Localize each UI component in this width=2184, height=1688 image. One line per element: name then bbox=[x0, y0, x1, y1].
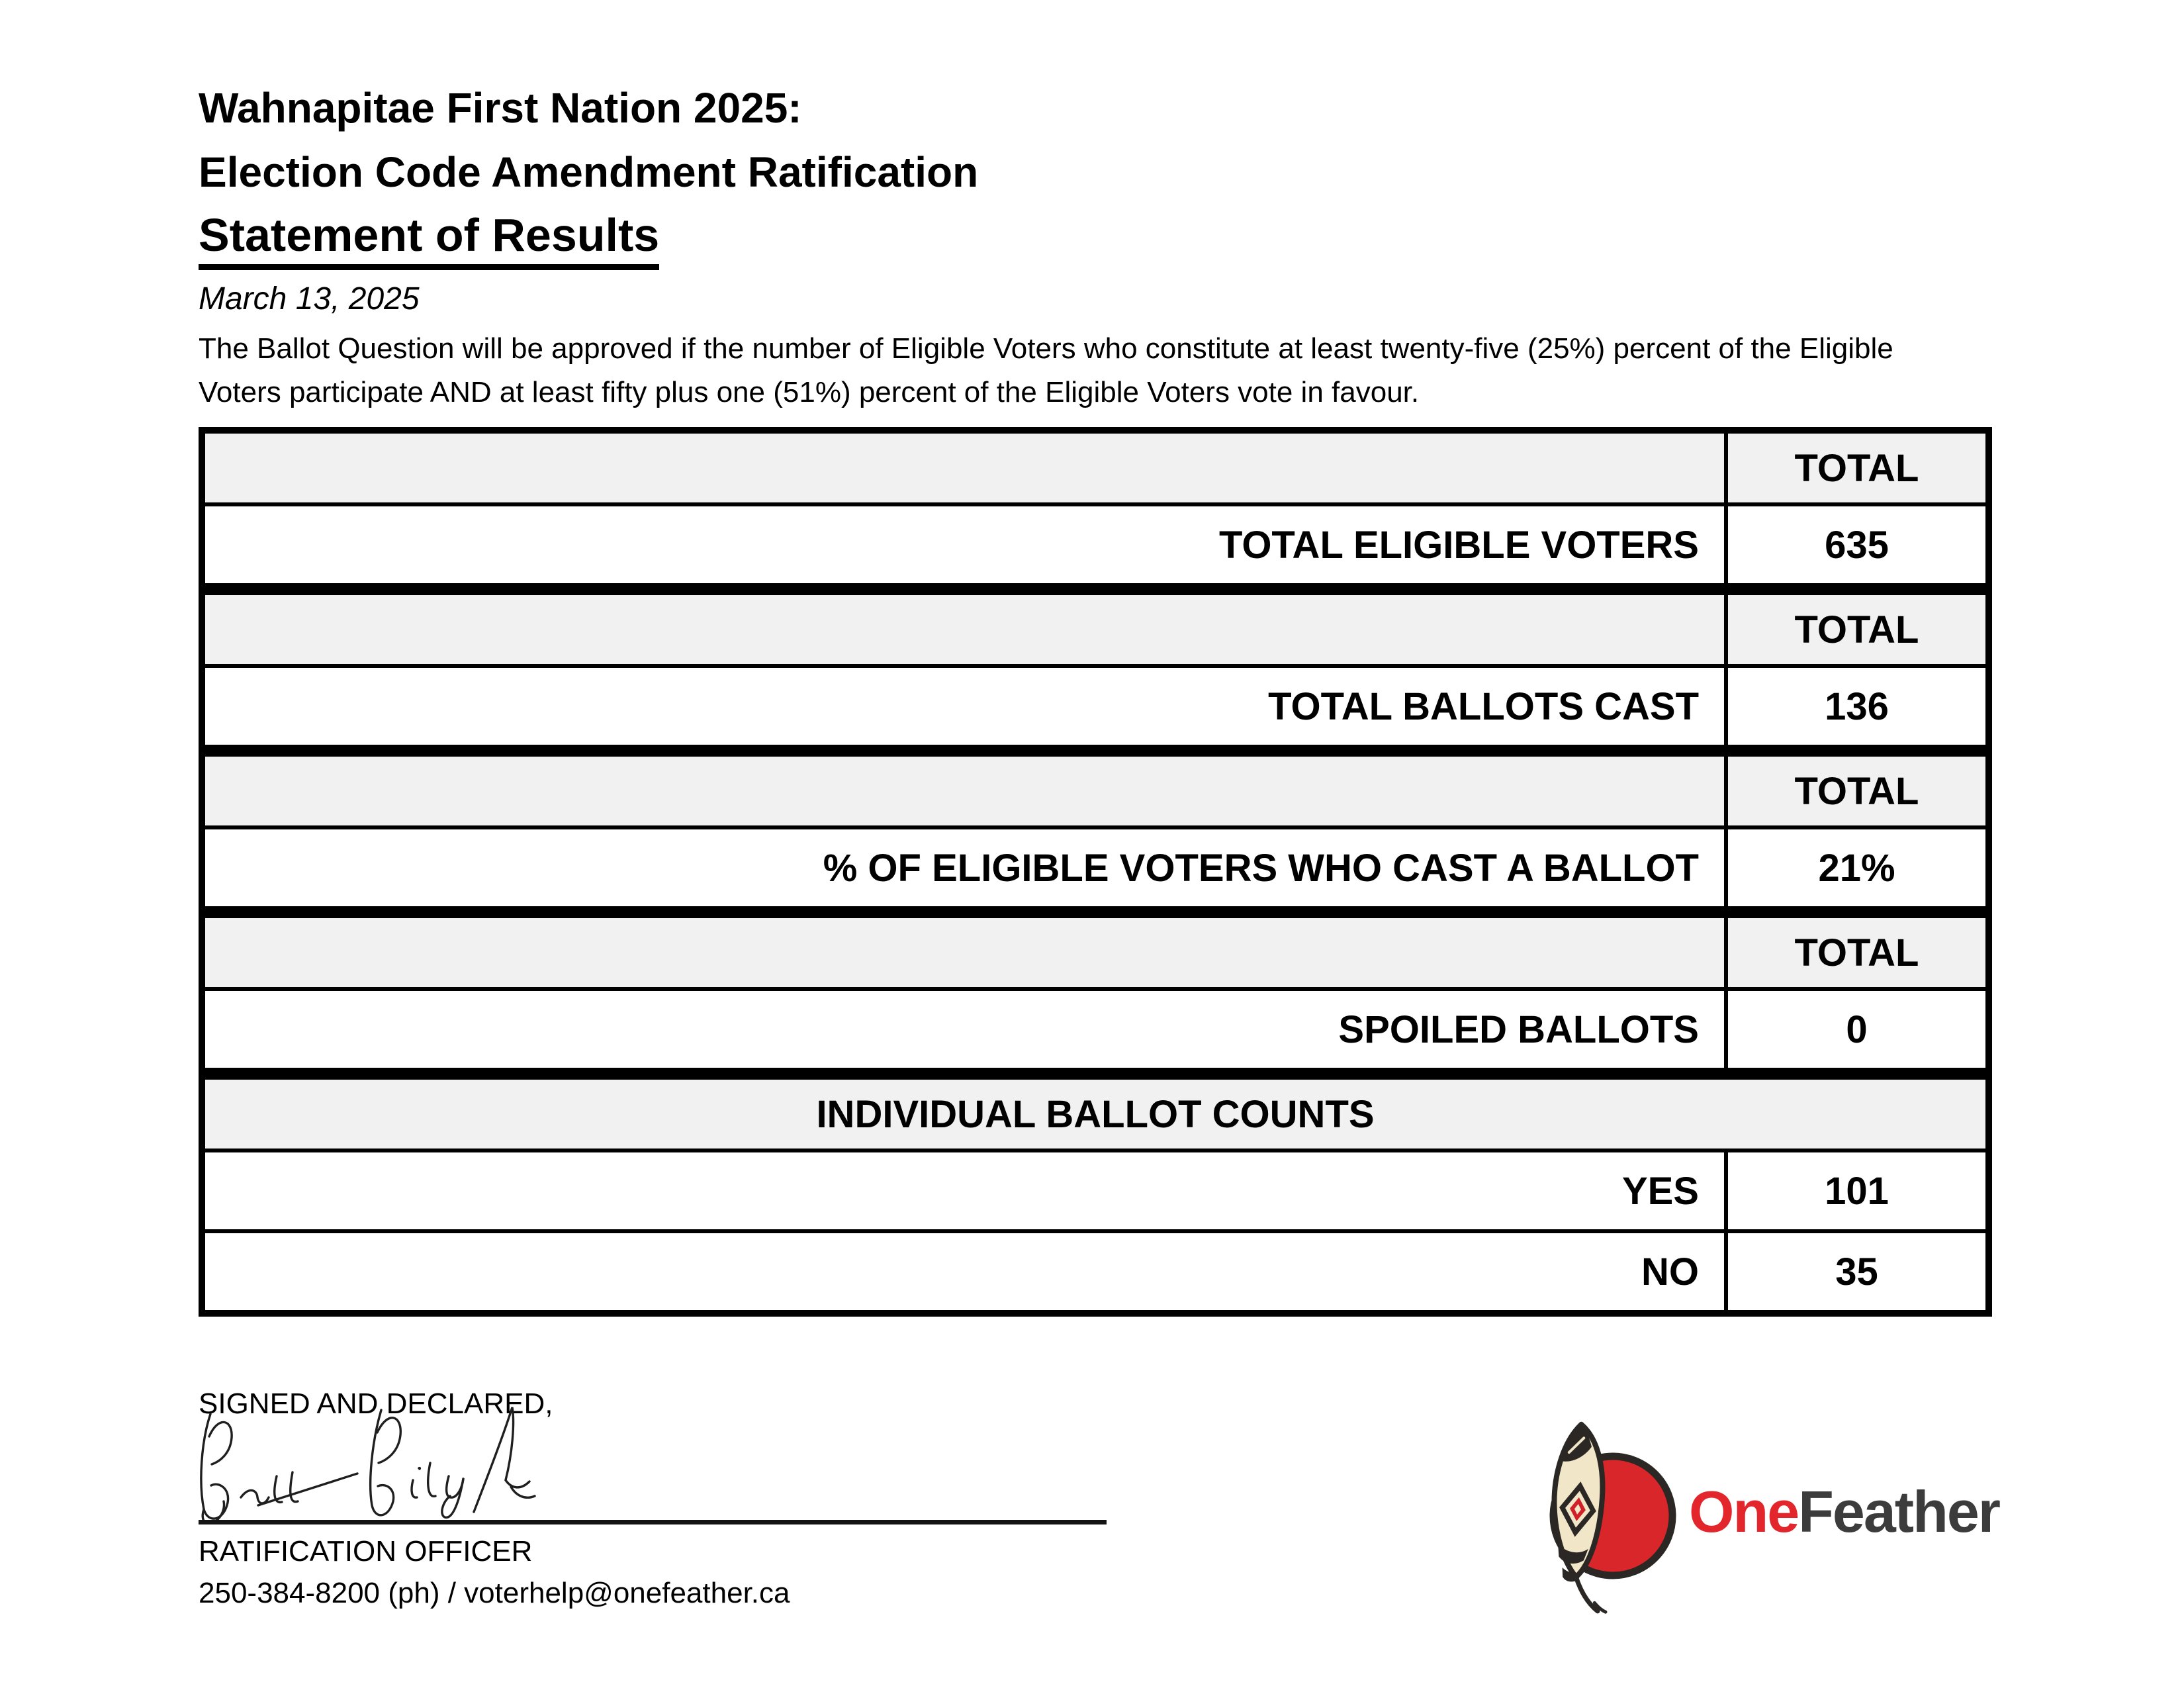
row-label: TOTAL BALLOTS CAST bbox=[1268, 684, 1699, 728]
table-header-row-eligible-voters bbox=[205, 434, 1985, 502]
table-header-row-spoiled-ballots bbox=[205, 906, 1985, 987]
table-header-row-ballots-cast bbox=[205, 583, 1985, 664]
row-value: 21% bbox=[1724, 829, 1985, 906]
row-value: 635 bbox=[1724, 506, 1985, 583]
paragraph-line-1: The Ballot Question will be approved if the number of Eligible Voters who constitute at least twenty-five (25%) percent of the Eligible bbox=[199, 332, 1893, 365]
table-header-row-percent-voted bbox=[205, 745, 1985, 825]
paragraph-line-2: Voters participate AND at least fifty plus one (51%) percent of the Eligible Voters vote in favour. bbox=[199, 376, 1420, 408]
table-row-eligible-voters bbox=[205, 502, 1985, 583]
total-header-cell: TOTAL bbox=[1724, 434, 1985, 502]
empty-cell bbox=[205, 595, 1724, 664]
empty-cell bbox=[205, 434, 1724, 502]
empty-cell bbox=[205, 757, 1724, 825]
onefeather-wordmark bbox=[1689, 1479, 2000, 1544]
ratification-officer-label: RATIFICATION OFFICER bbox=[199, 1535, 533, 1568]
row-label: % OF ELIGIBLE VOTERS WHO CAST A BALLOT bbox=[823, 846, 1699, 890]
document-date: March 13, 2025 bbox=[199, 281, 420, 316]
table-row-ballots-cast bbox=[205, 664, 1985, 745]
contact-info: 250-384-8200 (ph) / voterhelp@onefeather.ca bbox=[199, 1577, 790, 1609]
individual-ballot-counts-title: INDIVIDUAL BALLOT COUNTS bbox=[816, 1092, 1375, 1136]
row-value: 0 bbox=[1724, 991, 1985, 1068]
row-label: YES bbox=[1621, 1169, 1699, 1213]
statement-of-results-heading: Statement of Results bbox=[199, 212, 659, 270]
table-row-no bbox=[205, 1229, 1985, 1310]
handwritten-signature bbox=[193, 1398, 577, 1524]
onefeather-wordmark-one: One bbox=[1689, 1479, 1799, 1544]
empty-cell bbox=[205, 918, 1724, 987]
onefeather-wordmark-feather: Feather bbox=[1798, 1479, 2000, 1544]
total-header-cell: TOTAL bbox=[1724, 757, 1985, 825]
table-row-spoiled-ballots bbox=[205, 987, 1985, 1068]
row-label: SPOILED BALLOTS bbox=[1338, 1008, 1699, 1051]
table-row-percent-voted bbox=[205, 825, 1985, 906]
document-title-line2: Election Code Amendment Ratification bbox=[199, 148, 979, 196]
row-value: 136 bbox=[1724, 668, 1985, 745]
signature-line bbox=[199, 1520, 1107, 1524]
row-value: 101 bbox=[1724, 1152, 1985, 1229]
table-row-yes bbox=[205, 1149, 1985, 1229]
total-header-cell: TOTAL bbox=[1724, 595, 1985, 664]
document-title-line1: Wahnapitae First Nation 2025: bbox=[199, 84, 802, 132]
total-header-cell: TOTAL bbox=[1724, 918, 1985, 987]
signed-and-declared-label: SIGNED AND DECLARED, bbox=[199, 1387, 553, 1420]
row-label: TOTAL ELIGIBLE VOTERS bbox=[1218, 523, 1699, 567]
onefeather-logo-icon bbox=[1539, 1417, 1684, 1615]
results-table bbox=[199, 427, 1992, 1317]
ballot-question-paragraph bbox=[199, 327, 1893, 414]
individual-ballot-counts-header-row bbox=[205, 1068, 1985, 1149]
row-label: NO bbox=[1641, 1250, 1699, 1293]
row-value: 35 bbox=[1724, 1233, 1985, 1310]
